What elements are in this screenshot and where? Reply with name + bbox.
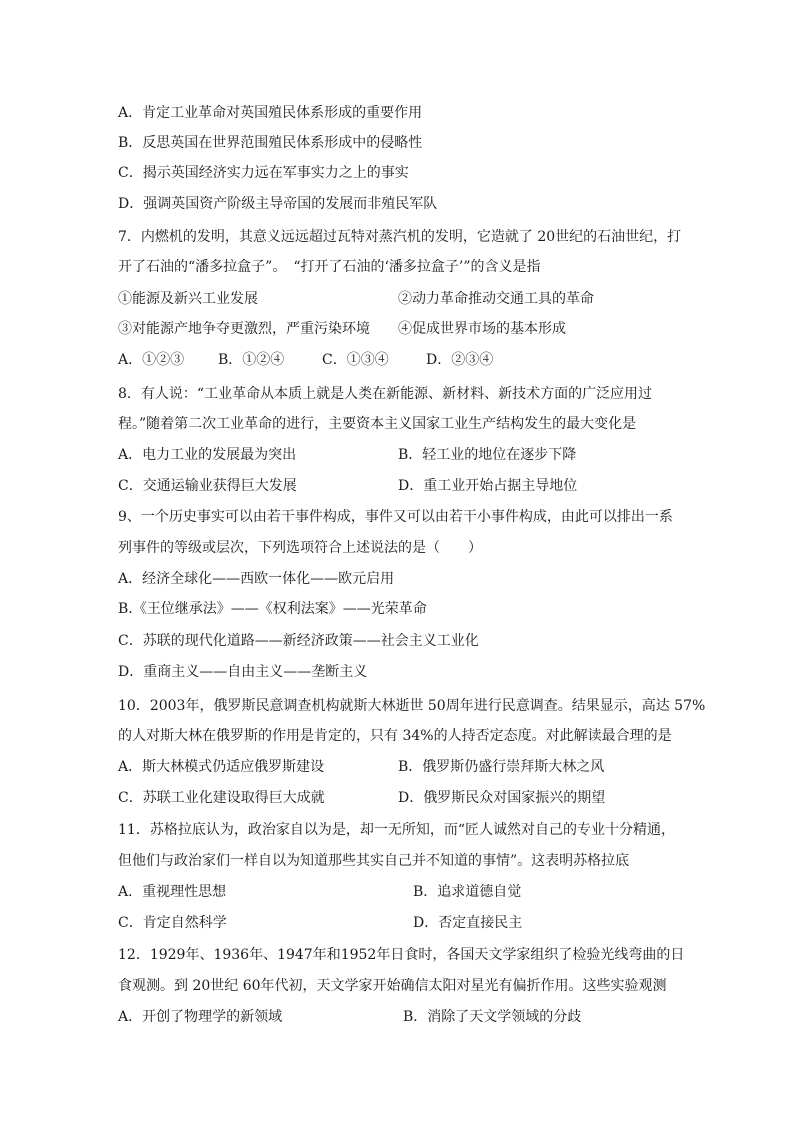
q12-option-b: B．消除了天文学领域的分歧: [403, 1009, 582, 1025]
q11-stem-line-1: 11．苏格拉底认为，政治家自以为是，却一无所知，而“匠人诚然对自己的专业十分精通，: [118, 822, 675, 838]
q12-option-a: A．开创了物理学的新领域: [118, 1009, 283, 1025]
q7-option-c: C．①③④: [322, 352, 389, 368]
q11-option-c: C．肯定自然科学: [118, 915, 227, 931]
q9-stem-line-2: 列事件的等级或层次，下列选项符合上述说法的是（ ）: [118, 540, 482, 556]
q10-stem-line-1: 10．2003年，俄罗斯民意调查机构就斯大林逝世 50周年进行民意调查。结果显示，高达 57%: [118, 698, 706, 714]
q10-option-c: C．苏联工业化建设取得巨大成就: [118, 790, 325, 806]
q9-option-b: B.《王位继承法》——《权利法案》——光荣革命: [118, 601, 427, 617]
q11-stem-line-2: 但他们与政治家们一样自以为知道那些其实自己并不知道的事情”。这表明苏格拉底: [118, 853, 630, 869]
q7-option-a: A．①②③: [118, 352, 185, 368]
q8-option-c: C．交通运输业获得巨大发展: [118, 478, 297, 494]
q7-item-4: ④促成世界市场的基本形成: [398, 321, 566, 337]
q7-item-1: ①能源及新兴工业发展: [118, 291, 258, 307]
q6-option-c: C．揭示英国经济实力远在军事实力之上的事实: [118, 165, 409, 181]
q9-option-a: A．经济全球化——西欧一体化——欧元启用: [118, 571, 395, 587]
q11-option-a: A．重视理性思想: [118, 884, 227, 900]
q7-item-3: ③对能源产地争夺更激烈，严重污染环境: [118, 321, 370, 337]
q11-option-b: B．追求道德自觉: [413, 884, 522, 900]
q12-stem-line-2: 食观测。到 20世纪 60年代初，天文学家开始确信太阳对星光有偏折作用。这些实验观测: [118, 978, 667, 994]
q6-option-d: D．强调英国资产阶级主导帝国的发展而非殖民军队: [118, 196, 438, 212]
q10-stem-line-2: 的人对斯大林在俄罗斯的作用是肯定的，只有 34%的人持否定态度。对此解读最合理的是: [118, 728, 672, 744]
q7-option-b: B．①②④: [218, 352, 285, 368]
q8-option-b: B．轻工业的地位在逐步下降: [398, 447, 577, 463]
q10-option-b: B．俄罗斯仍盛行崇拜斯大林之风: [398, 759, 605, 775]
q8-stem-line-2: 程。”随着第二次工业革命的进行，主要资本主义国家工业生产结构发生的最大变化是: [118, 416, 637, 432]
q8-stem-line-1: 8．有人说：“工业革命从本质上就是人类在新能源、新材料、新技术方面的广泛应用过: [118, 386, 653, 402]
q10-option-a: A．斯大林模式仍适应俄罗斯建设: [118, 759, 325, 775]
q7-item-2: ②动力革命推动交通工具的革命: [398, 291, 594, 307]
q7-stem-line-1: 7．内燃机的发明，其意义远远超过瓦特对蒸汽机的发明，它造就了 20世纪的石油世纪，打: [118, 229, 682, 245]
q12-stem-line-1: 12．1929年、1936年、1947年和1952年日食时，各国天文学家组织了检验光线弯曲的日: [118, 947, 685, 963]
q9-option-d: D．重商主义——自由主义——垄断主义: [118, 664, 368, 680]
q7-option-d: D．②③④: [426, 352, 494, 368]
q7-stem-line-2: 开了石油的“潘多拉盒子”。 “打开了石油的‘潘多拉盒子’”的含义是指: [118, 259, 541, 275]
q6-option-a: A．肯定工业革命对英国殖民体系形成的重要作用: [118, 105, 423, 121]
q8-option-d: D．重工业开始占据主导地位: [398, 478, 578, 494]
q9-option-c: C．苏联的现代化道路——新经济政策——社会主义工业化: [118, 633, 479, 649]
q10-option-d: D．俄罗斯民众对国家振兴的期望: [398, 790, 606, 806]
q9-stem-line-1: 9、一个历史事实可以由若干事件构成，事件又可以由若干小事件构成，由此可以排出一系: [118, 509, 673, 525]
q11-option-d: D．否定直接民主: [413, 915, 523, 931]
q8-option-a: A．电力工业的发展最为突出: [118, 447, 297, 463]
q6-option-b: B．反思英国在世界范围殖民体系形成中的侵略性: [118, 135, 423, 151]
